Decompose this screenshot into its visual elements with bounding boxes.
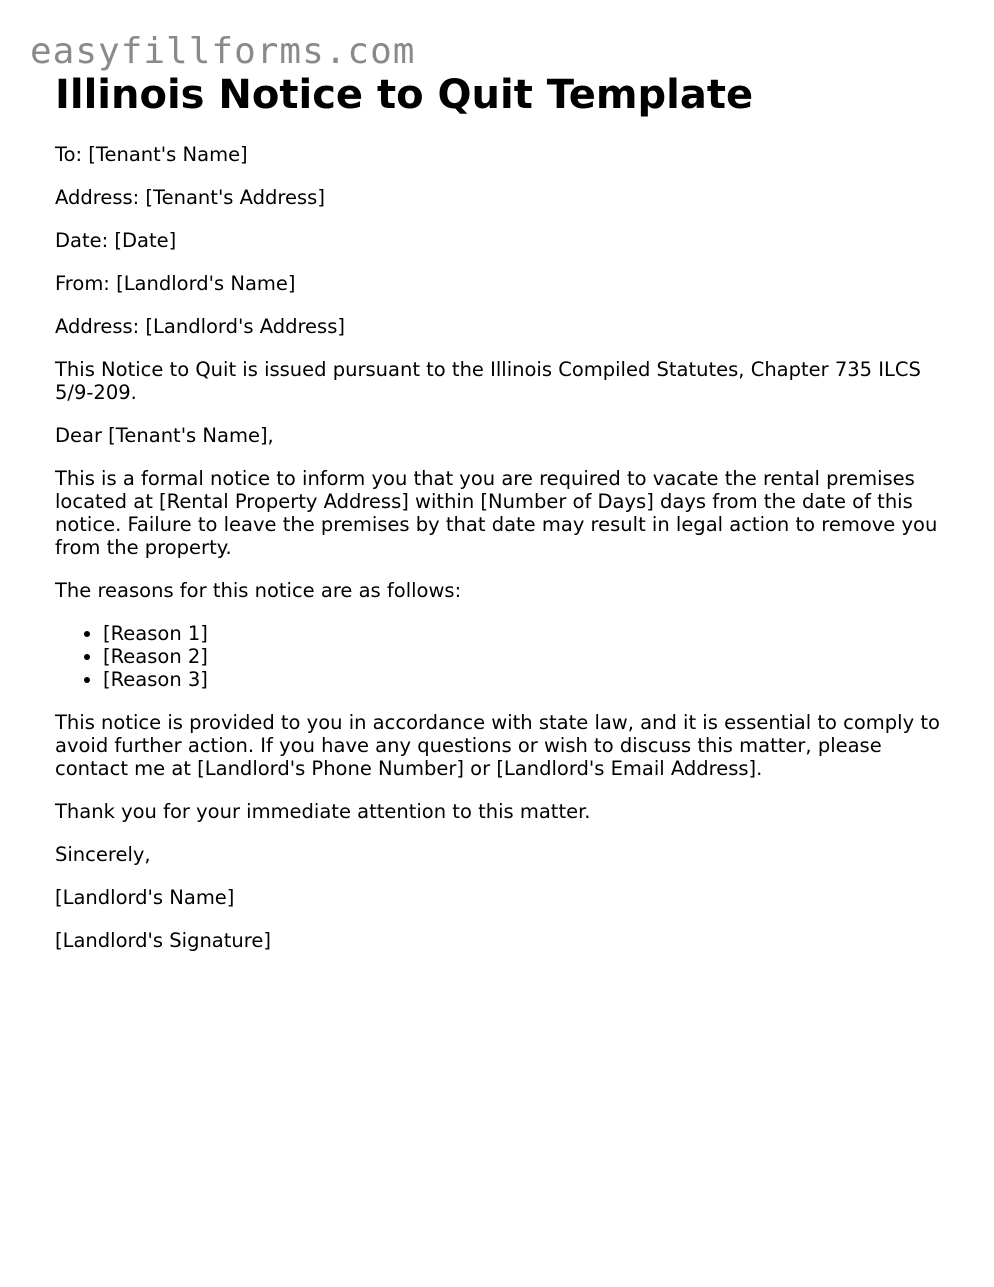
document-page xyxy=(55,70,945,972)
date-line: Date: [Date] xyxy=(55,229,177,252)
reasons-intro: The reasons for this notice are as follows: xyxy=(55,579,462,602)
tenant-address-line: Address: [Tenant's Address] xyxy=(55,186,325,209)
signature-name-line: [Landlord's Name] xyxy=(55,886,235,909)
statute-paragraph: This Notice to Quit is issued pursuant to the Illinois Compiled Statutes, Chapter 735 ILCS 5/9-209. xyxy=(55,358,921,404)
list-item: • [Reason 3] xyxy=(103,668,945,691)
document-title: Illinois Notice to Quit Template xyxy=(55,72,754,118)
salutation: Dear [Tenant's Name], xyxy=(55,424,274,447)
landlord-address-line: Address: [Landlord's Address] xyxy=(55,315,345,338)
notice-paragraph: This is a formal notice to inform you that you are required to vacate the rental premises located at [Rental Property Address] within [Number of Days] days from the date of this notice. Failure to leave the premises by that date may result in legal action to remove you from the property. xyxy=(55,467,938,559)
watermark: easyfillforms.com xyxy=(30,31,416,72)
reasons-list xyxy=(55,622,945,691)
closing-line: Sincerely, xyxy=(55,843,151,866)
to-line: To: [Tenant's Name] xyxy=(55,143,248,166)
compliance-paragraph: This notice is provided to you in accordance with state law, and it is essential to comply to avoid further action. If you have any questions or wish to discuss this matter, please contact me at [Landlord's Phone Number] or [Landlord's Email Address]. xyxy=(55,711,940,780)
from-line: From: [Landlord's Name] xyxy=(55,272,296,295)
thanks-line: Thank you for your immediate attention to this matter. xyxy=(55,800,591,823)
document-body xyxy=(55,143,945,952)
list-item: • [Reason 1] xyxy=(103,622,945,645)
signature-line: [Landlord's Signature] xyxy=(55,929,271,952)
list-item: • [Reason 2] xyxy=(103,645,945,668)
